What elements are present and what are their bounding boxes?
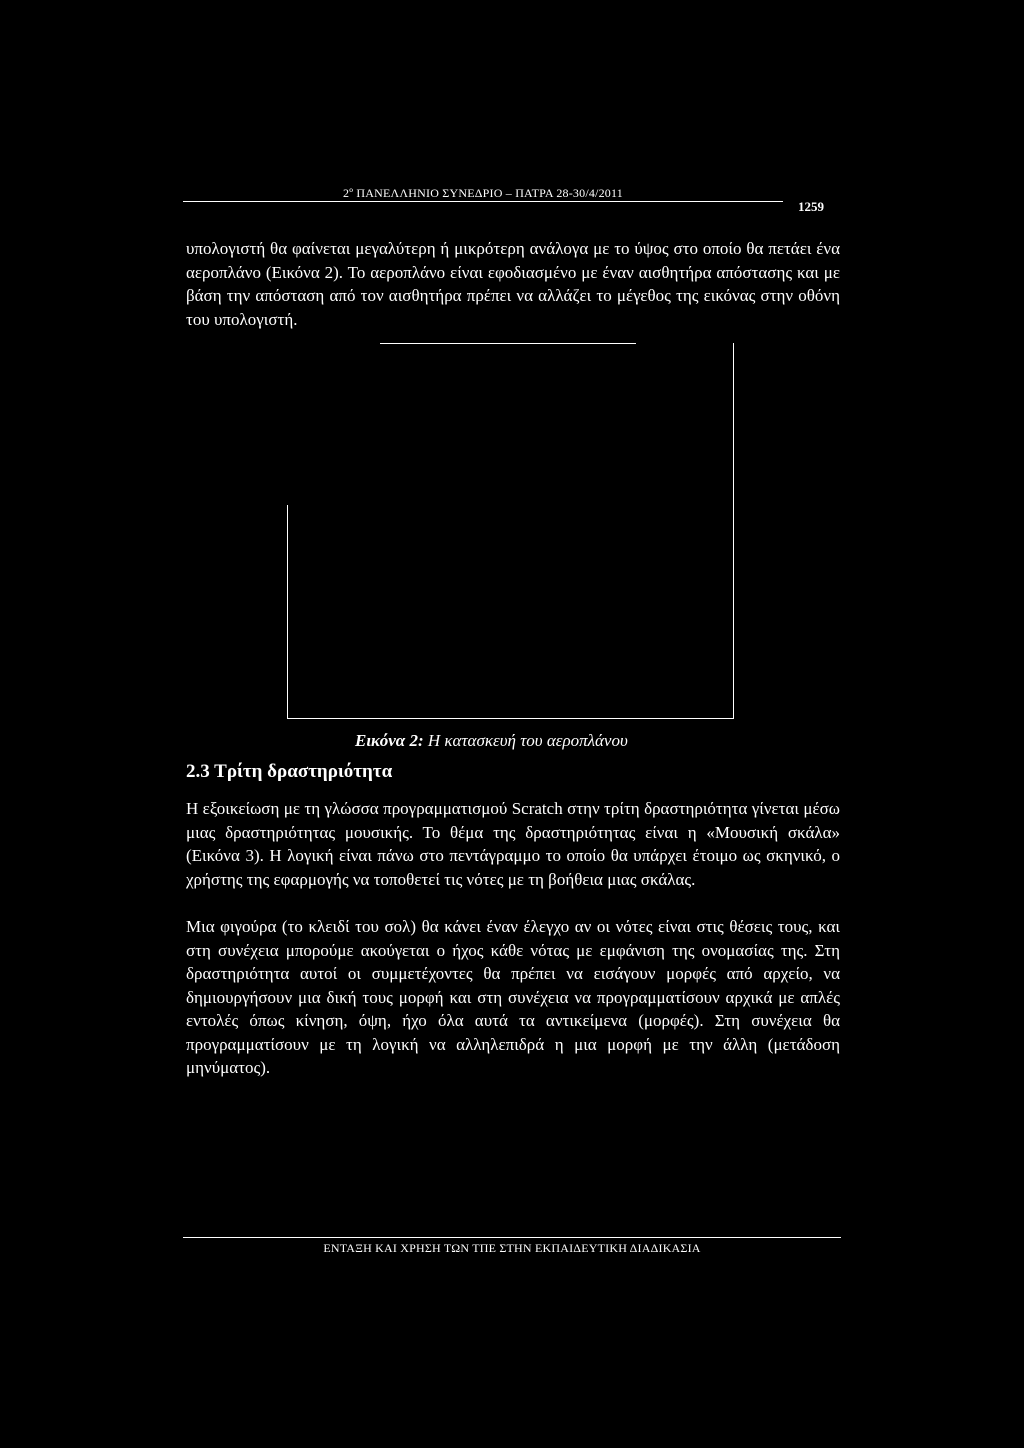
page-number: 1259 (798, 199, 824, 214)
figure-top-rule (380, 343, 636, 344)
footer-rule (183, 1237, 841, 1238)
figure-caption-label: Εικόνα 2: (355, 731, 424, 750)
figure-caption (355, 731, 628, 751)
section-heading: 2.3 Τρίτη δραστηριότητα (186, 761, 393, 782)
figure-caption-text: Η κατασκευή του αεροπλάνου (423, 731, 628, 750)
running-foot: ΕΝΤΑΞΗ ΚΑΙ ΧΡΗΣΗ ΤΩΝ ΤΠΕ ΣΤΗΝ ΕΚΠΑΙΔΕΥΤΙΚΗ ΔΙΑΔΙΚΑΣΙΑ (323, 1241, 701, 1255)
intro-paragraph: υπολογιστή θα φαίνεται μεγαλύτερη ή μικρότερη ανάλογα με το ύψος στο οποίο θα πετάει ένα αεροπλάνο (Εικόνα 2). Το αεροπλάνο είναι εφοδιασμένο με έναν αισθητήρα απόστασης και με βάση την απόσταση από τον αισθητήρα πρέπει να αλλάζει το μέγεθος της εικόνας στην οθόνη του υπολογιστή. (186, 239, 840, 329)
header-rule (183, 201, 783, 202)
figure-bottom-edge (287, 718, 734, 719)
section-paragraph: Μια φιγούρα (το κλειδί του σολ) θα κάνει έναν έλεγχο αν οι νότες είναι στις θέσεις τους, και στη συνέχεια μπορούμε ακούγεται ο ήχος κάθε νότας με εμφάνιση της ονομασίας της. Στη δραστηριότητα αυτοί οι συμμετέχοντες θα πρέπει να εισάγουν μορφές από αρχείο, να δημιουργήσουν μια δική τους μορφή και στη συνέχεια να προγραμματίσουν αρχικά με απλές εντολές όπως κίνηση, όψη, ήχο όλα αυτά τα αντικείμενα (μορφές). Στη συνέχεια θα προγραμματίσουν με τη λογική να αλληλεπιδρά η μια μορφή με την άλλη (μετάδοση μηνύματος). (186, 917, 840, 1077)
figure-left-edge (287, 505, 288, 719)
figure-right-edge (733, 343, 734, 719)
section-paragraph: Η εξοικείωση με τη γλώσσα προγραμματισμού Scratch στην τρίτη δραστηριότητα γίνεται μέσω μιας δραστηριότητας μουσικής. Το θέμα της δραστηριότητας είναι η «Μουσική σκάλα» (Εικόνα 3). Η λογική είναι πάνω στο πεντάγραμμο το οποίο θα υπάρχει έτοιμο ως σκηνικό, ο χρήστης της εφαρμογής να τοποθετεί τις νότες με τη βοήθεια μιας σκάλας. (186, 799, 840, 889)
running-head: 2º ΠΑΝΕΛΛΗΝΙΟ ΣΥΝΕΔΡΙΟ – ΠΑΤΡΑ 28-30/4/2011 (343, 186, 623, 200)
